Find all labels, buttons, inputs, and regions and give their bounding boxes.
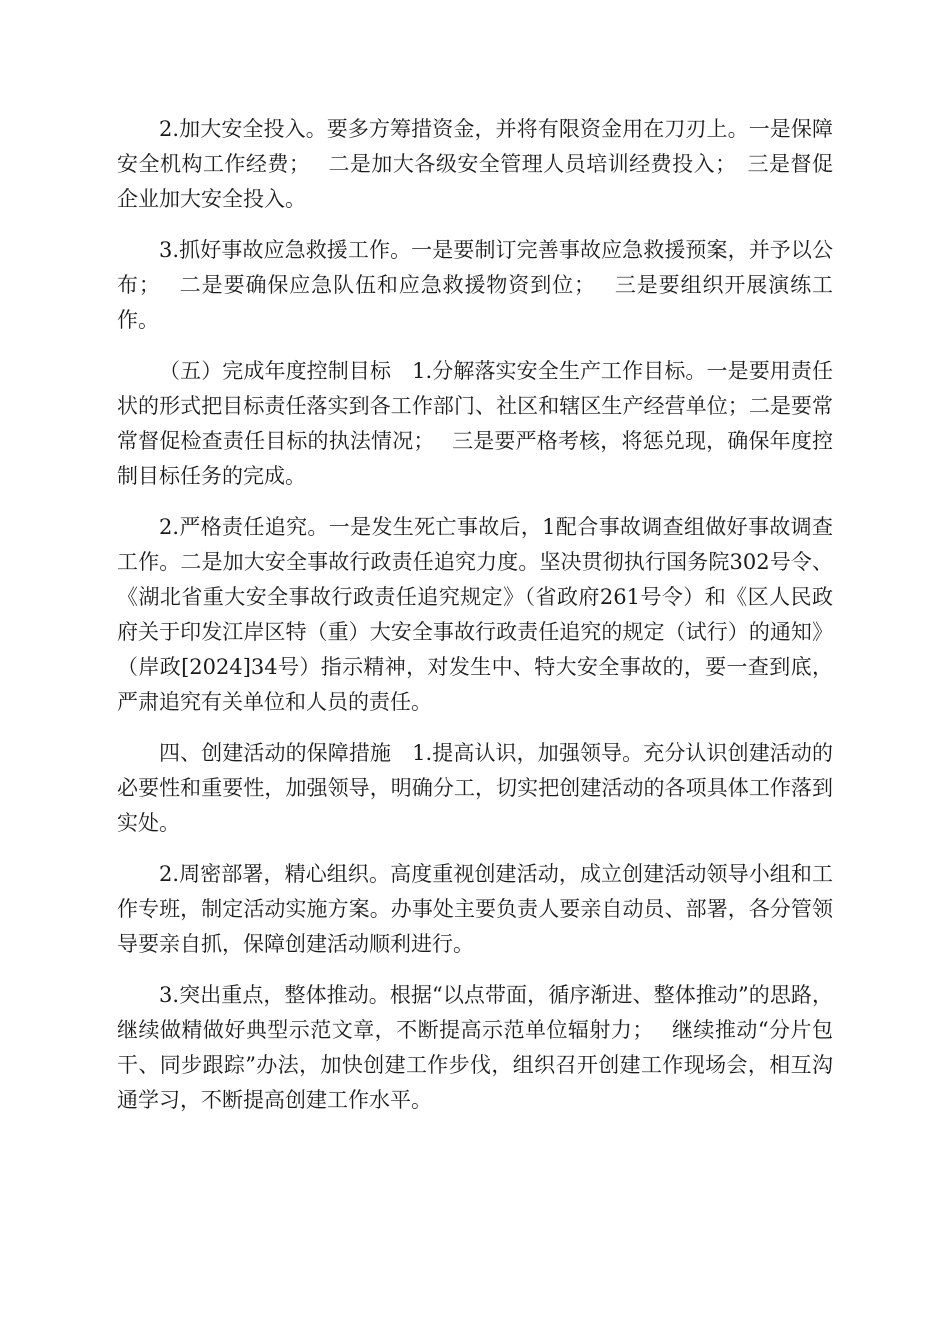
paragraph-annual-control-target: （五）完成年度控制目标 1.分解落实安全生产工作目标。一是要用责任状的形式把目标责任落实到各工作部门、社区和辖区生产经营单位；二是要常常督促检查责任目标的执法情况； 三是要严格考核，将惩兑现，确保年度控制目标任务的完成。 xyxy=(117,359,833,488)
paragraph-key-priorities: 3.突出重点，整体推动。根据“以点带面，循序渐进、整体推动”的思路，继续做精做好典型示范文章，不断提高示范单位辐射力； 继续推动“分片包干、同步跟踪”办法，加快创建工作步伐，组织召开创建工作现场会，相互沟通学习，不断提高创建工作水平。 xyxy=(117,983,833,1112)
paragraph-safety-investment: 2.加大安全投入。要多方筹措资金，并将有限资金用在刀刃上。一是保障安全机构工作经费； 二是加大各级安全管理人员培训经费投入； 三是督促企业加大安全投入。 xyxy=(117,117,833,211)
paragraph-careful-deployment: 2.周密部署，精心组织。高度重视创建活动，成立创建活动领导小组和工作专班，制定活动实施方案。办事处主要负责人要亲自动员、部署，各分管领导要亲自抓，保障创建活动顺利进行。 xyxy=(117,862,833,956)
paragraph-responsibility-investigation: 2.严格责任追究。一是发生死亡事故后，1配合事故调查组做好事故调查工作。二是加大安全事故行政责任追究力度。坚决贯彻执行国务院302号令、《湖北省重大安全事故行政责任追究规定》（省政府261号令）和《区人民政府关于印发江岸区特（重）大安全事故行政责任追究的规定（试行）的通知》（岸政[2024]34号）指示精神，对发生中、特大安全事故的，要一查到底，严肃追究有关单位和人员的责任。 xyxy=(117,515,833,714)
paragraph-emergency-rescue: 3.抓好事故应急救援工作。一是要制订完善事故应急救援预案，并予以公布； 二是要确保应急队伍和应急救援物资到位； 三是要组织开展演练工作。 xyxy=(117,238,833,332)
paragraph-safeguard-measures: 四、创建活动的保障措施 1.提高认识，加强领导。充分认识创建活动的必要性和重要性，加强领导，明确分工，切实把创建活动的各项具体工作落到实处。 xyxy=(117,741,833,835)
document-body xyxy=(117,112,833,1134)
